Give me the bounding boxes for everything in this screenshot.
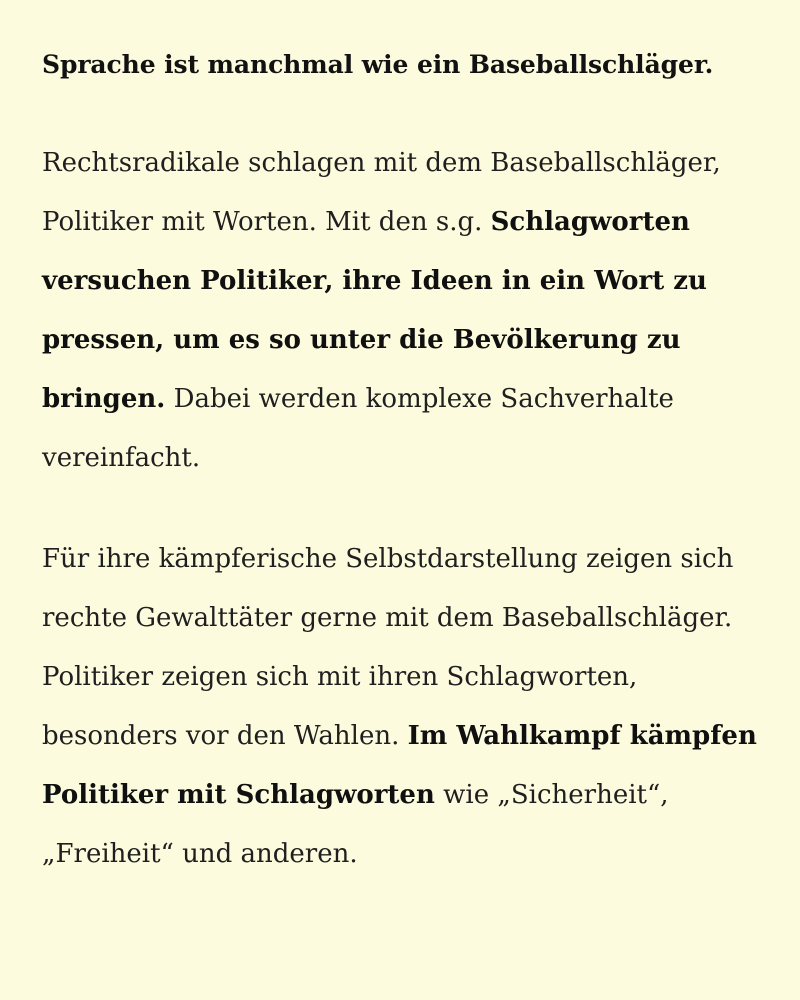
body-paragraph-1 [42, 134, 758, 488]
text-run: wie „Sicherheit“, „Freiheit“ und anderen. [42, 779, 669, 869]
text-run: Dabei werden komplexe Sachverhalte vereinfacht. [42, 383, 674, 473]
text-run: Schlagworten versuchen Politiker, ihre Ideen in ein Wort zu pressen, um es so unter die Bevölkerung zu bringen. [42, 206, 707, 414]
body-paragraph-2 [42, 530, 758, 884]
text-run: Für ihre kämpferische Selbstdarstellung zeigen sich rechte Gewalttäter gerne mit dem Baseballschläger. Politiker zeigen sich mit ihren Schlagworten, besonders vor den Wahlen. [42, 543, 734, 751]
text-run: Im Wahlkampf kämpfen Politiker mit Schlagworten [42, 720, 757, 810]
page-title: Sprache ist manchmal wie ein Baseballschläger. [42, 50, 714, 79]
text-run: Rechtsradikale schlagen mit dem Baseballschläger, Politiker mit Worten. Mit den s.g. [42, 147, 721, 237]
